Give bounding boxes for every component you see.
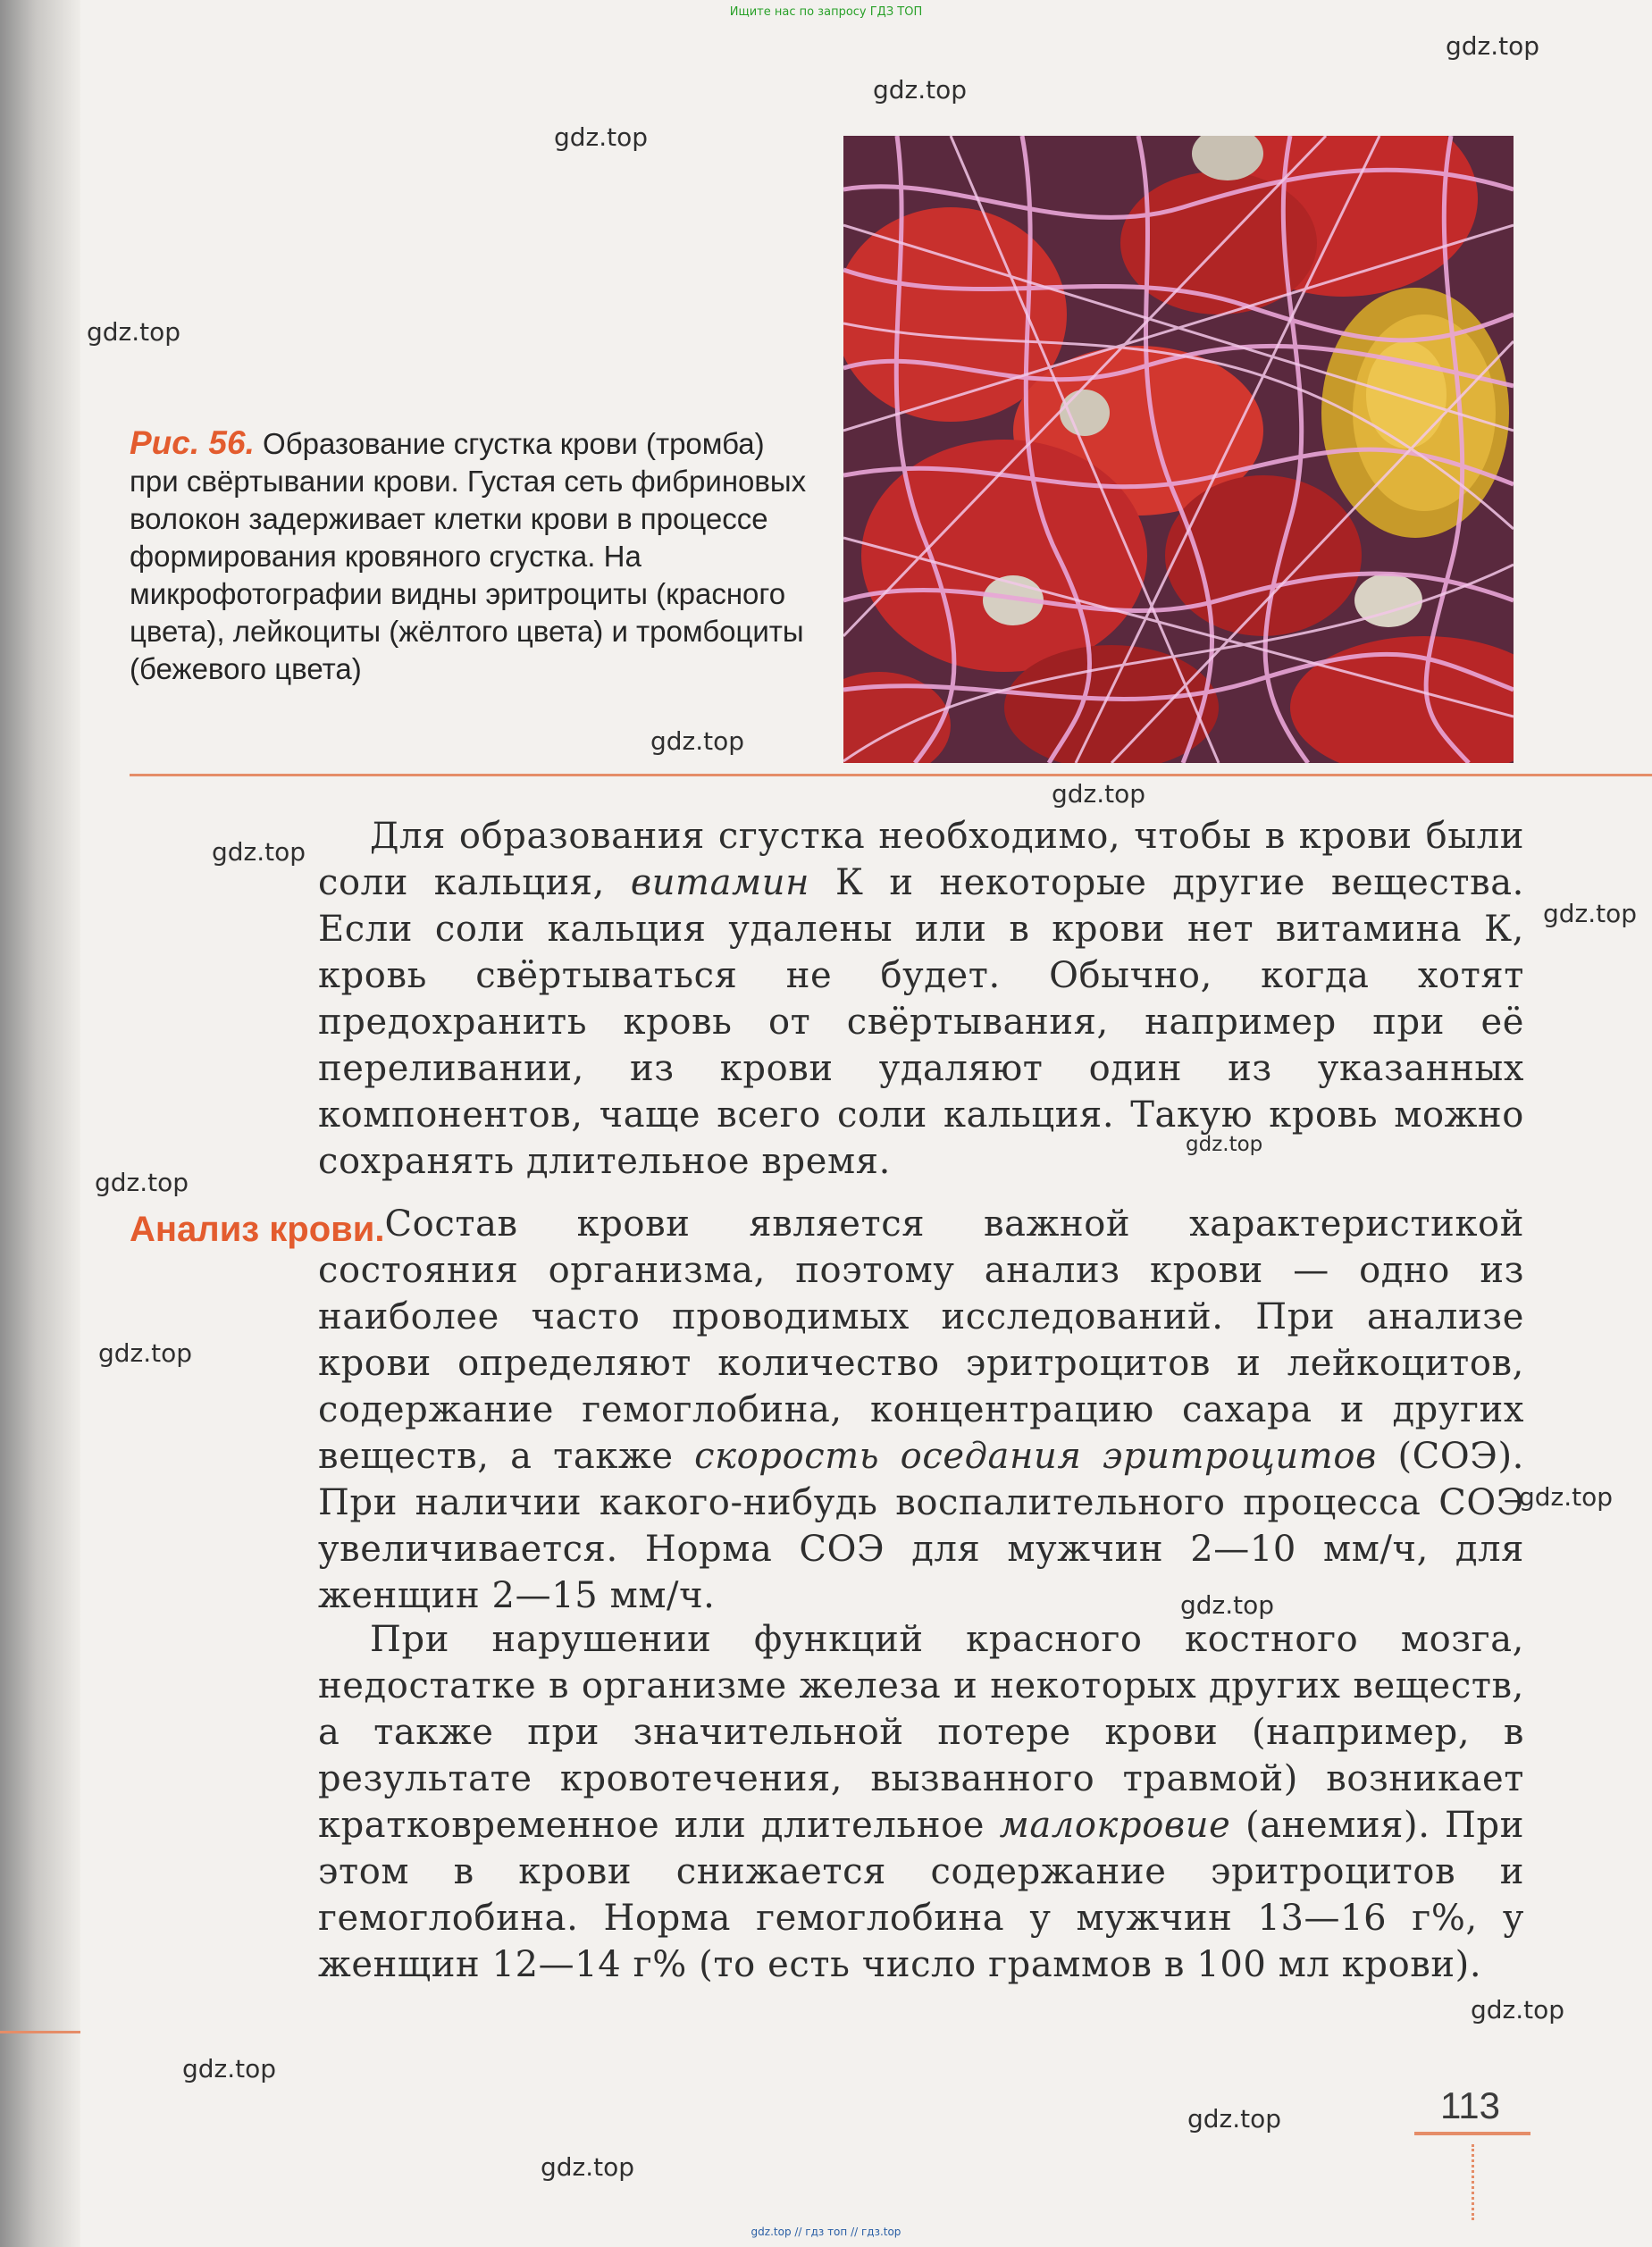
section-divider: [130, 774, 1652, 776]
paragraph-anemia: [318, 1616, 1524, 1988]
watermark: gdz.top: [1186, 1133, 1263, 1156]
page-number-underline: [1414, 2132, 1530, 2135]
watermark: gdz.top: [650, 726, 745, 756]
watermark: gdz.top: [1543, 899, 1638, 928]
text-span: (анемия). При этом в крови снижается содержание эритроцитов и гемоглобина. Норма гемоглобина у мужчин 13—16 г%, у женщин 12—14 г% (то есть число граммов в 100 мл крови).: [318, 1805, 1525, 1985]
figure-caption: [130, 424, 809, 688]
watermark: gdz.top: [873, 75, 968, 105]
blood-clot-micrograph: [843, 136, 1514, 763]
book-spine-shadow: [0, 0, 80, 2247]
watermark: gdz.top: [95, 1168, 189, 1197]
term-italic: скорость оседания эритроцитов: [694, 1436, 1377, 1477]
text-span: Состав крови является важной характеристикой состояния организма, поэтому анализ крови — одно из наиболее часто проводимых исследований. При анализе крови определяют количество эритроцитов и лейкоцитов, содержание гемоглобина, концентрацию сахара и других веществ, а также: [318, 1203, 1524, 1477]
watermark: gdz.top: [1446, 31, 1540, 61]
text-span: К и некоторые другие вещества. Если соли кальция удалены или в крови нет витамина К, кровь свёртываться не будет. Обычно, когда хотят предохранить кровь от свёртывания, например при её переливании, из крови удаляют один из указанных компонентов, чаще всего соли кальция. Такую кровь можно сохранять длительное время.: [318, 862, 1524, 1182]
watermark: gdz.top: [1180, 1590, 1275, 1620]
watermark: gdz.top: [554, 122, 649, 152]
page-number: 113: [1440, 2084, 1500, 2126]
watermark: gdz.top: [1519, 1482, 1614, 1512]
text-span: При нарушении функций красного костного мозга, недостатке в организме железа и некоторых других веществ, а также при значительной потере крови (например, в результате кровотечения, вызванного травмой) возникает кратковременное или длительное: [318, 1619, 1524, 1846]
watermark: gdz.top: [182, 2054, 277, 2084]
watermark: gdz.top: [212, 837, 306, 867]
watermark: gdz.top: [1052, 779, 1146, 809]
figure-label: Рис. 56.: [130, 424, 255, 461]
term-italic: малокровие: [999, 1805, 1231, 1846]
section-heading: Анализ крови.: [130, 1210, 385, 1249]
paragraph-blood-analysis: [318, 1201, 1524, 1619]
figure-caption-text: Образование сгустка крови (тромба) при свёртывании крови. Густая сеть фибриновых волокон задерживает клетки крови в процессе формирования кровяного сгустка. На микрофотографии видны эритроциты (красного цвета), лейкоциты (жёлтого цвета) и тромбоциты (бежевого цвета): [130, 427, 807, 685]
margin-accent-line: [0, 2031, 80, 2033]
term-italic: витамин: [630, 862, 810, 903]
watermark: gdz.top: [1187, 2104, 1282, 2134]
watermark: gdz.top: [98, 1338, 193, 1368]
text-span: (СОЭ). При наличии какого-нибудь воспалительного процесса СОЭ увеличивается. Норма СОЭ для мужчин 2—10 мм/ч, для женщин 2—15 мм/ч.: [318, 1436, 1524, 1616]
dotted-edge-line: [1472, 2144, 1474, 2220]
watermark: gdz.top: [87, 317, 181, 347]
bottom-footer-link[interactable]: gdz.top // гдз топ // гдз.top: [751, 2226, 901, 2238]
paragraph-clotting: [318, 813, 1524, 1185]
watermark: gdz.top: [541, 2152, 635, 2182]
watermark: gdz.top: [1471, 1995, 1565, 2025]
text-span: Для образования сгустка необходимо, чтобы в крови были соли кальция,: [318, 816, 1524, 903]
top-search-link[interactable]: Ищите нас по запросу ГДЗ ТОП: [729, 5, 923, 19]
